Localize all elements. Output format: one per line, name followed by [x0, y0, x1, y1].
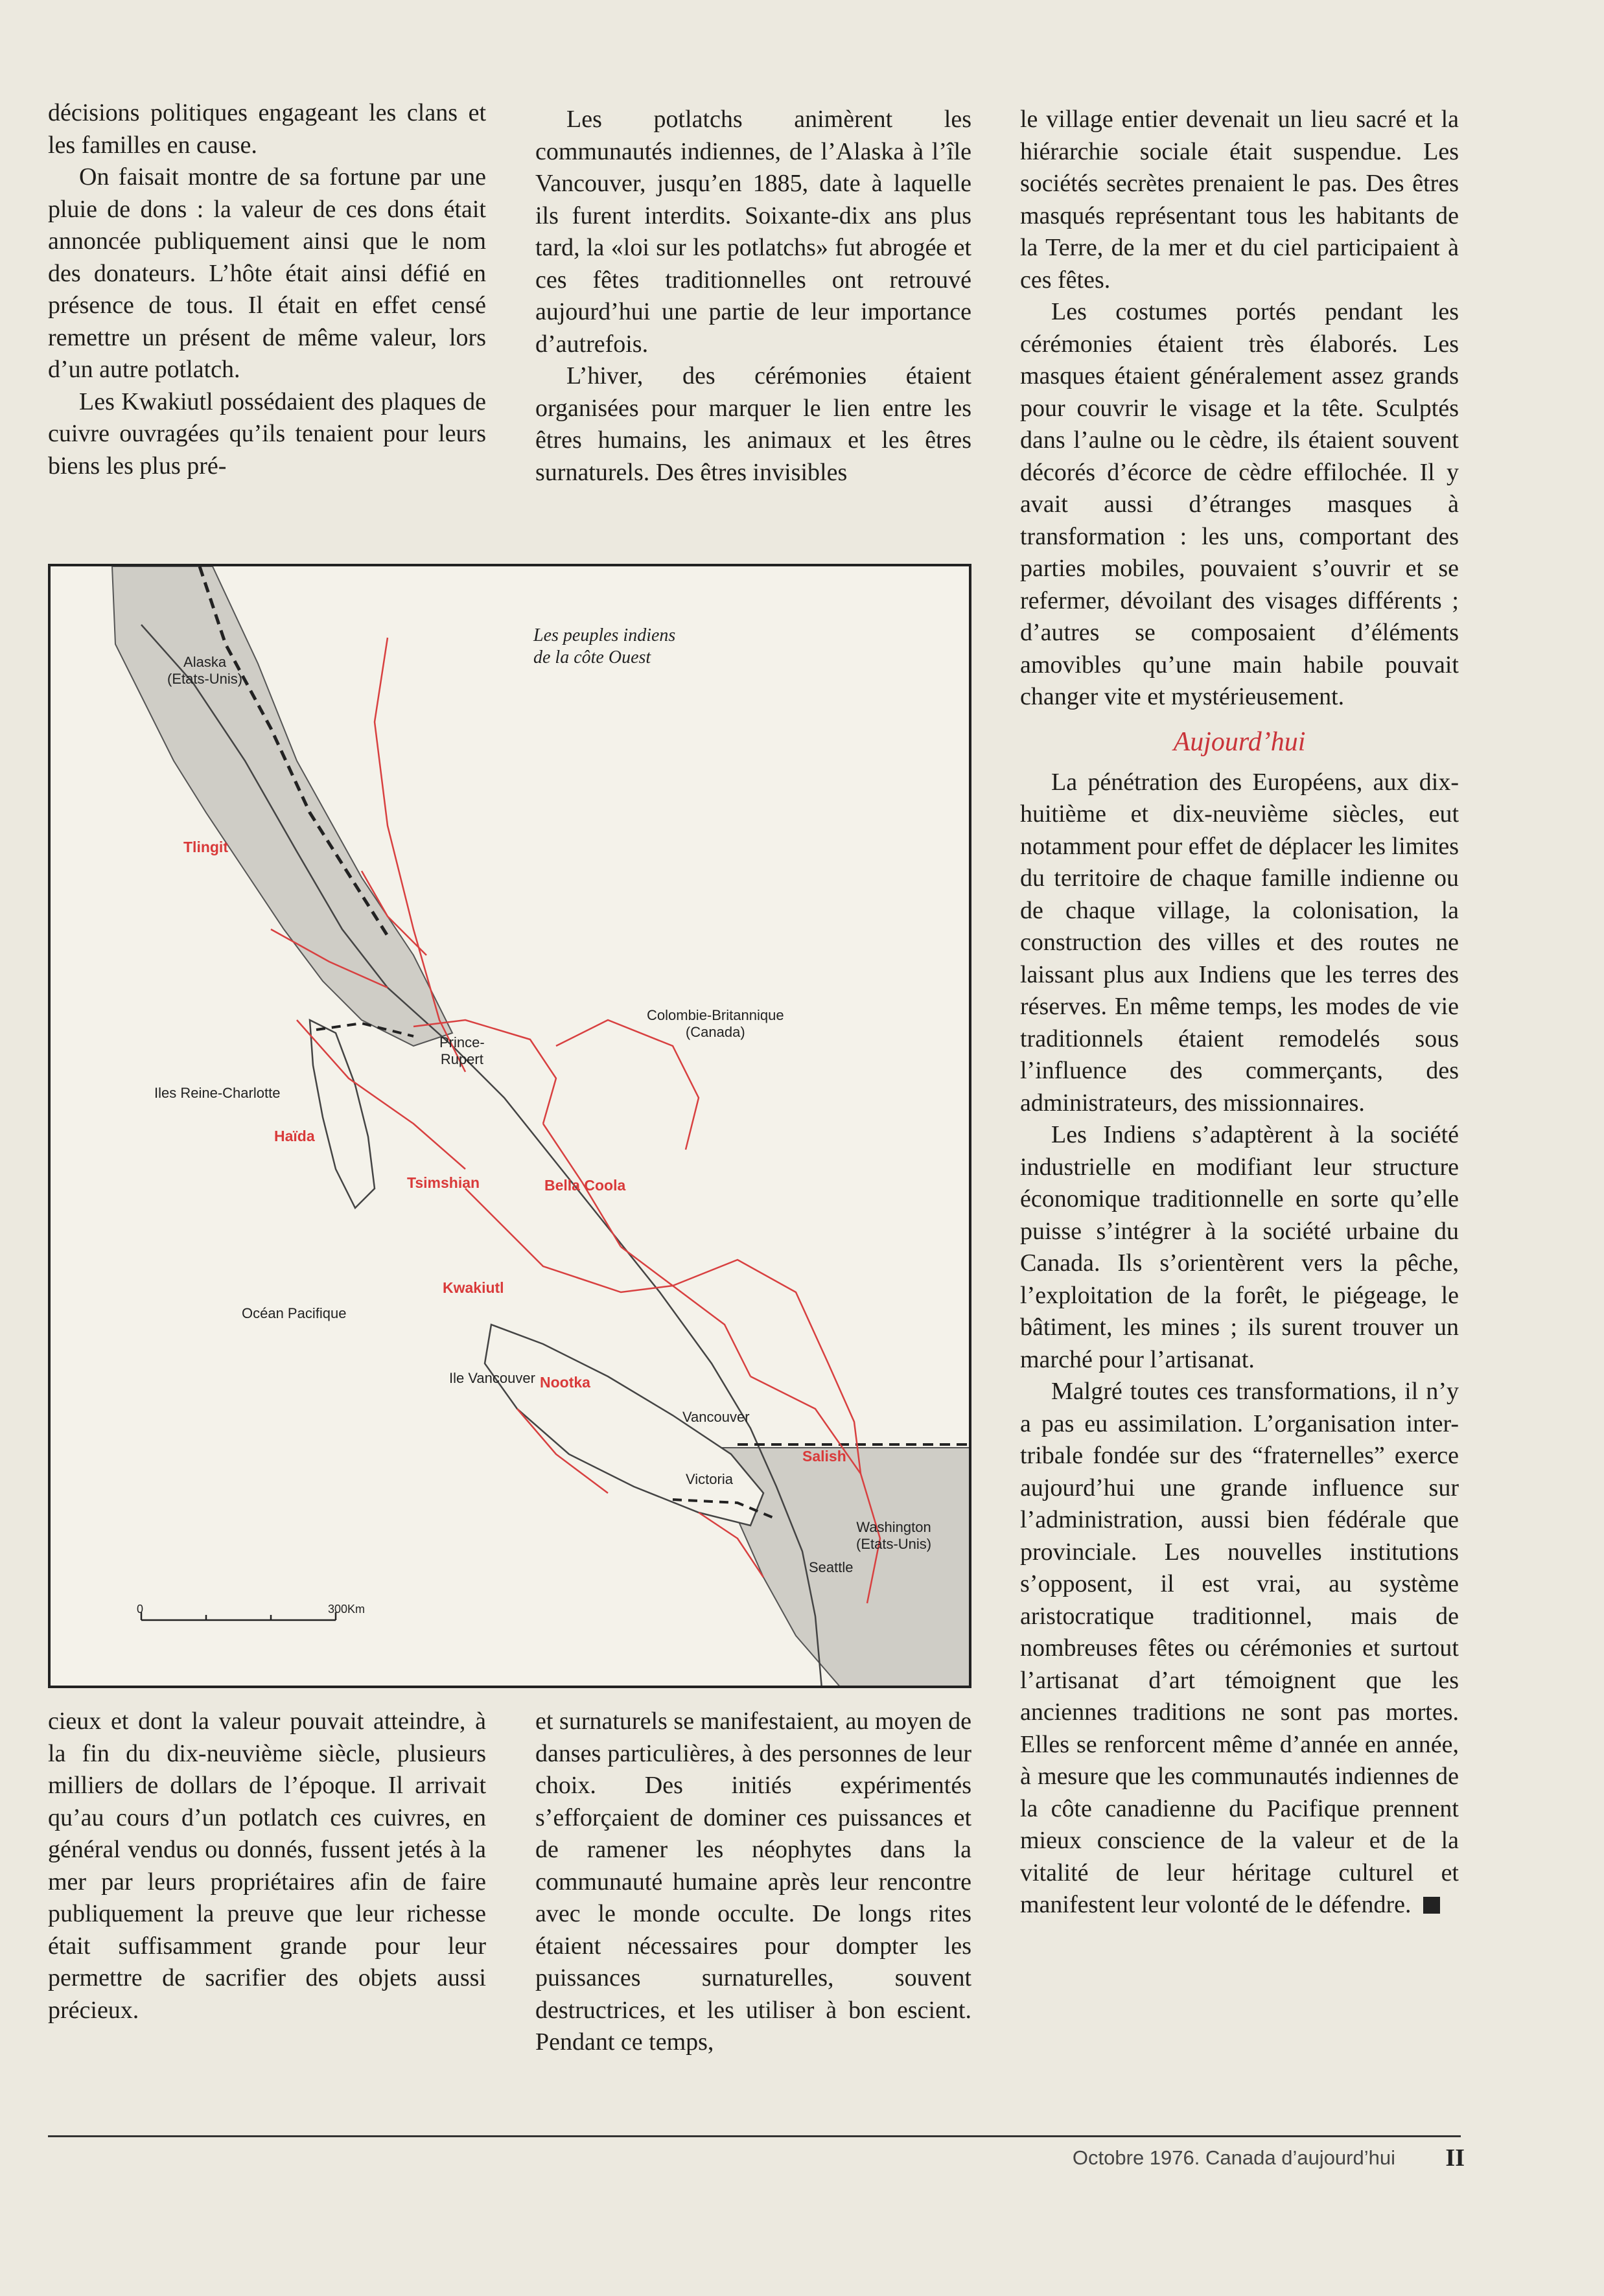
- people-tsimshian: Tsimshian: [407, 1174, 480, 1191]
- queen-charlotte-islands: [310, 1020, 375, 1208]
- label-washington-name: Washington: [856, 1519, 931, 1535]
- label-prince-rupert-line-2: Rupert: [440, 1051, 483, 1067]
- label-seattle: Seattle: [809, 1559, 854, 1575]
- label-bc-country: (Canada): [685, 1024, 745, 1040]
- label-british-columbia: [647, 1007, 784, 1041]
- map-drawing: [51, 566, 971, 1688]
- end-of-article-mark: [1423, 1897, 1440, 1914]
- label-queen-charlotte: Iles Reine-Charlotte: [154, 1085, 281, 1101]
- column-2-bottom: [535, 1706, 971, 2059]
- footer-rule: [48, 2135, 1461, 2137]
- label-vancouver-island: Ile Vancouver: [449, 1370, 535, 1386]
- label-prince-rupert-line-1: Prince-: [439, 1034, 485, 1050]
- paragraph: On faisait montre de sa fortune par une pluie de dons : la valeur de ces dons était annoncée publiquement ainsi que le nom des donateurs. L’hôte était ainsi défié en présence de tous. Il était en effet censé remettre un présent de même valeur, lors d’un autre potlatch.: [48, 163, 486, 383]
- column-1-top: [48, 97, 486, 482]
- people-bella-coola: Bella Coola: [544, 1177, 626, 1194]
- paragraph: Les costumes portés pendant les cérémonies étaient très élaborés. Les masques étaient généralement assez grands pour couvrir le visage et la tête. Sculptés dans l’aulne ou le cèdre, ils étaient souvent décorés d’écorce de cèdre effilochée. Il y avait aussi d’étranges masques à transformation : les uns, comportant des parties mobiles, pouvaient s’ouvrir et se refermer, dévoilant des visages différents ; d’autres se composaient d’éléments amovibles qu’une main habile pouvait changer vite et mystérieusement.: [1020, 298, 1459, 710]
- label-washington: [856, 1519, 931, 1553]
- map-title-line-1: Les peuples indiens: [533, 625, 676, 645]
- label-alaska-country: (Etats-Unis): [167, 671, 243, 687]
- column-3: [1020, 104, 1459, 1921]
- page-number: II: [1445, 2144, 1465, 2172]
- paragraph: décisions politiques engageant les clans et les familles en cause.: [48, 99, 486, 159]
- label-washington-country: (Etats-Unis): [856, 1536, 932, 1552]
- paragraph: Les Indiens s’adaptèrent à la société industrielle en modifiant leur structure économique traditionnelle en sorte qu’elle puisse s’intégrer à la société urbaine du Canada. Ils s’orientèrent vers la pêche, l’exploitation de la forêt, le piégeage, le bâtiment, les mines ; ils surent trouver un marché pour l’artisanat.: [1020, 1121, 1459, 1373]
- map-figure: [48, 564, 971, 1688]
- people-salish: Salish: [802, 1448, 846, 1465]
- label-prince-rupert: [439, 1034, 485, 1068]
- map-title: [533, 625, 675, 669]
- scale-end-label: 300Km: [328, 1603, 366, 1616]
- paragraph: Malgré toutes ces transformations, il n’y a pas eu assimilation. L’organisation inter-tribale fondée sur des “fraternelles” exerce aujourd’hui une grande influence sur l’administration, aussi bien fédérale que provinciale. Les nouvelles institutions s’opposent, il est vrai, au système aristocratique traditionnel, mais de nombreuses fêtes ou cérémonies et surtout l’artisanat d’art témoignent que les anciennes traditions ne sont pas mortes. Elles se renforcent même d’année en année, à mesure que les communautés indiennes de la côte canadienne du Pacifique prennent mieux conscience de la valeur et de la vitalité de leur héritage culturel et manifestent leur volonté de le défendre.: [1020, 1378, 1459, 1918]
- people-tlingit: Tlingit: [183, 839, 228, 855]
- people-haida: Haïda: [274, 1128, 315, 1144]
- label-bc-name: Colombie-Britannique: [647, 1007, 784, 1023]
- column-1-bottom: [48, 1706, 486, 2026]
- scale-zero-label: 0: [137, 1603, 144, 1616]
- paragraph: et surnaturels se manifestaient, au moyen de danses particulières, à des personnes de leur choix. Des initiés expérimentés s’efforçaient de dominer ces puissances et de ramener les néophytes dans la communauté humaine après leur rencontre avec le monde occulte. De longs rites étaient nécessaires pour dompter les puissances surnaturelles, souvent destructrices, et les utiliser à bon escient. Pendant ce temps,: [535, 1708, 971, 2056]
- label-victoria: Victoria: [686, 1471, 733, 1487]
- label-pacific-ocean: Océan Pacifique: [242, 1305, 347, 1321]
- paragraph: cieux et dont la valeur pouvait atteindre, à la fin du dix-neuvième siècle, plusieurs milliers de dollars de l’époque. Il arrivait qu’au cours d’un potlatch ces cuivres, en général vendus ou donnés, fussent jetés à la mer par leurs propriétaires afin de faire publiquement la preuve que leur richesse était suffisamment grande pour leur permettre de sacrifier des objets aussi précieux.: [48, 1708, 486, 2024]
- footer-publication: Octobre 1976. Canada d’aujourd’hui: [1072, 2146, 1395, 2169]
- paragraph: L’hiver, des cérémonies étaient organisées pour marquer le lien entre les êtres humains, les animaux et les êtres surnaturels. Des êtres invisibles: [535, 362, 971, 486]
- people-kwakiutl: Kwakiutl: [443, 1279, 504, 1296]
- people-nootka: Nootka: [540, 1374, 590, 1391]
- column-2-top: [535, 104, 971, 489]
- paragraph: La pénétration des Européens, aux dix-huitième et dix-neuvième siècles, eut notamment pour effet de déplacer les limites du territoire de chaque famille indienne ou de chaque village, la colonisation, la construction des villes et des routes ne laissant plus aux Indiens que les terres des réserves. En même temps, les modes de vie traditionnels étaient remodelés sous l’influence des commerçants, des administrateurs, des missionnaires.: [1020, 768, 1459, 1117]
- label-alaska-name: Alaska: [183, 654, 227, 670]
- column-3-part-b: [1020, 767, 1459, 1921]
- section-heading-aujourdhui: Aujourd’hui: [1173, 726, 1306, 757]
- label-alaska: [167, 654, 242, 688]
- label-vancouver: Vancouver: [682, 1409, 750, 1425]
- paragraph: Les potlatchs animèrent les communautés indiennes, de l’Alaska à l’île Vancouver, jusqu’en 1885, date à laquelle ils furent interdits. Soixante-dix ans plus tard, la «loi sur les potlatchs» fut abrogée et ces fêtes traditionnelles ont retrouvé aujourd’hui une partie de leur importance d’autrefois.: [535, 106, 971, 358]
- map-scale-bar: [141, 1612, 336, 1620]
- column-3-part-a: [1020, 104, 1459, 713]
- paragraph: le village entier devenait un lieu sacré et la hiérarchie sociale était suspendue. Les sociétés secrètes prenaient le pas. Des êtres masqués représentant tous les habitants de la Terre, de la mer et du ciel participaient à ces fêtes.: [1020, 106, 1459, 294]
- paragraph: Les Kwakiutl possédaient des plaques de cuivre ouvragées qu’ils tenaient pour leurs biens les plus pré-: [48, 388, 486, 480]
- alaska-shaded-land: [112, 566, 452, 1046]
- map-title-line-2: de la côte Ouest: [533, 647, 651, 667]
